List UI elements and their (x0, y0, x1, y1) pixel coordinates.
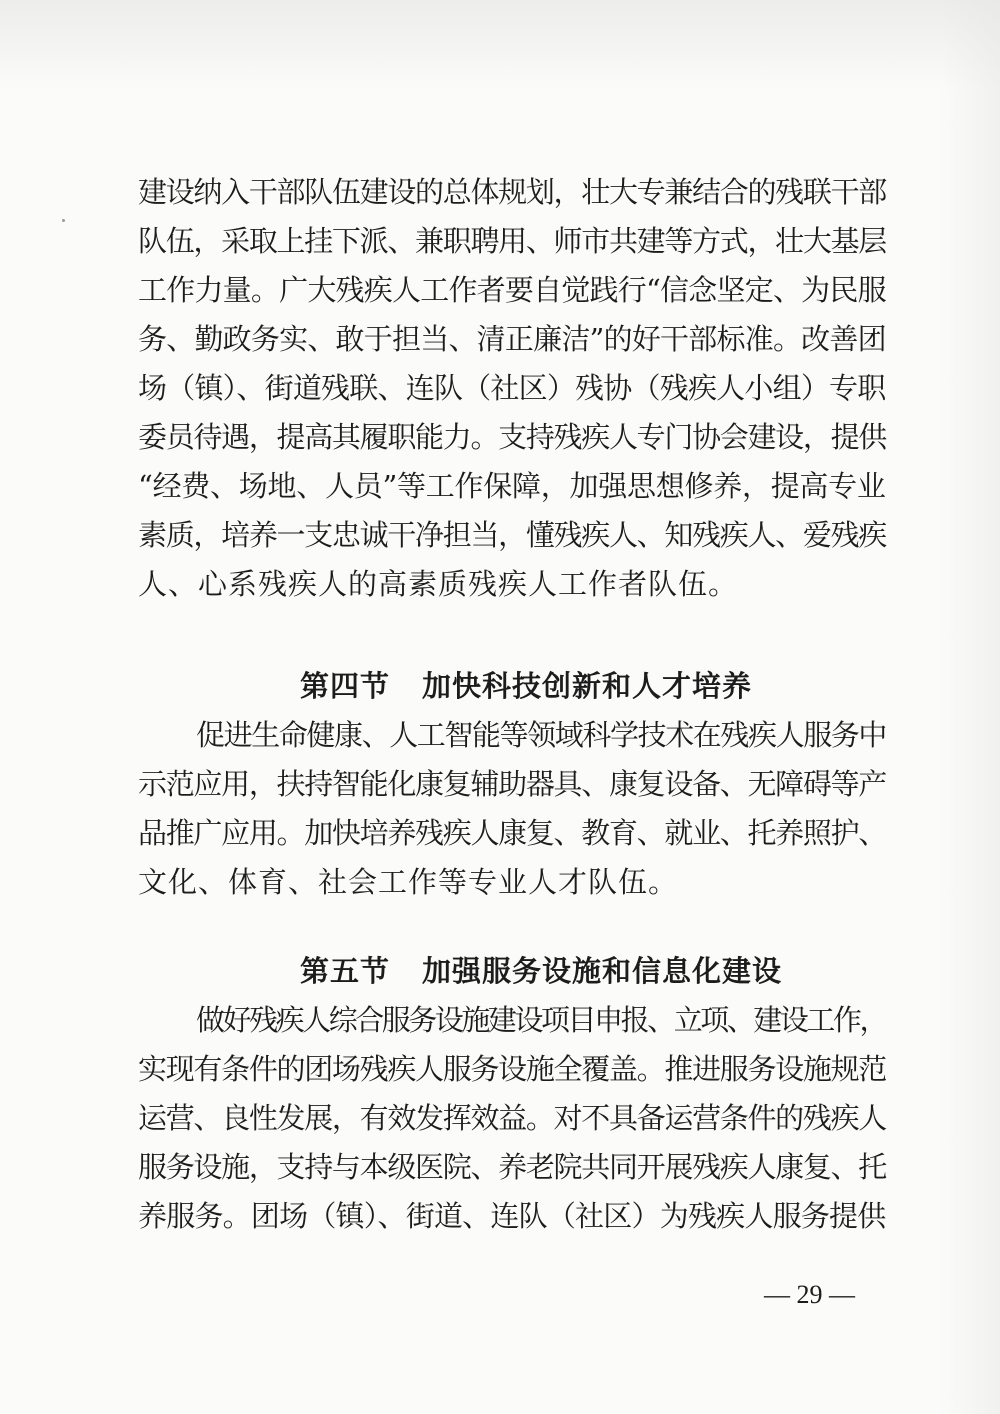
paragraph-1 (138, 168, 886, 609)
paragraph-line: 素质，培养一支忠诚干净担当，懂残疾人、知残疾人、爱残疾 (138, 518, 887, 552)
scan-shadow-top (0, 0, 1000, 90)
paragraph-line: 示范应用，扶持智能化康复辅助器具、康复设备、无障碍等产 (138, 767, 887, 801)
section-4-title: 加快科技创新和人才培养 (422, 669, 753, 703)
paragraph-line: 做好残疾人综合服务设施建设项目申报、立项、建设工作， (196, 1003, 887, 1037)
paragraph-line: 运营、良性发展，有效发挥效益。对不具备运营条件的残疾人 (138, 1101, 887, 1135)
paragraph-line: 文化、体育、社会工作等专业人才队伍。 (138, 865, 679, 899)
paragraph-line: 委员待遇，提高其履职能力。支持残疾人专门协会建设，提供 (138, 420, 887, 454)
section-4-heading (300, 662, 752, 711)
section-5-title: 加强服务设施和信息化建设 (422, 954, 783, 988)
paragraph-line: 场（镇）、街道残联、连队（社区）残协（残疾人小组）专职 (138, 371, 886, 405)
paragraph-line: 队伍，采取上挂下派、兼职聘用、师市共建等方式，壮大基层 (138, 224, 887, 258)
section-4-paragraph (138, 711, 886, 907)
section-5-heading (300, 947, 782, 996)
scan-speck (62, 219, 65, 222)
paragraph-line: 人、心系残疾人的高素质残疾人工作者队伍。 (138, 567, 739, 601)
paragraph-line: 促进生命健康、人工智能等领域科学技术在残疾人服务中 (196, 718, 887, 752)
section-5-number: 第五节 (300, 954, 391, 988)
paragraph-line: 实现有条件的团场残疾人服务设施全覆盖。推进服务设施规范 (138, 1052, 887, 1086)
paragraph-line: 养服务。团场（镇）、街道、连队（社区）为残疾人服务提供 (138, 1199, 886, 1233)
paragraph-line: 品推广应用。加快培养残疾人康复、教育、就业、托养照护、 (138, 816, 887, 850)
section-5-paragraph (138, 996, 886, 1241)
page-number: — 29 — (764, 1280, 855, 1309)
paragraph-line: 务、勤政务实、敢于担当、清正廉洁”的好干部标准。改善团 (138, 322, 886, 356)
paragraph-line: 服务设施，支持与本级医院、养老院共同开展残疾人康复、托 (138, 1150, 887, 1184)
paragraph-line: 建设纳入干部队伍建设的总体规划，壮大专兼结合的残联干部 (138, 175, 887, 209)
scan-shadow-right (940, 0, 1000, 1414)
paragraph-line: “经费、场地、人员”等工作保障，加强思想修养，提高专业 (138, 469, 886, 503)
paragraph-line: 工作力量。广大残疾人工作者要自觉践行“信念坚定、为民服 (138, 273, 886, 307)
section-4-number: 第四节 (300, 669, 391, 703)
